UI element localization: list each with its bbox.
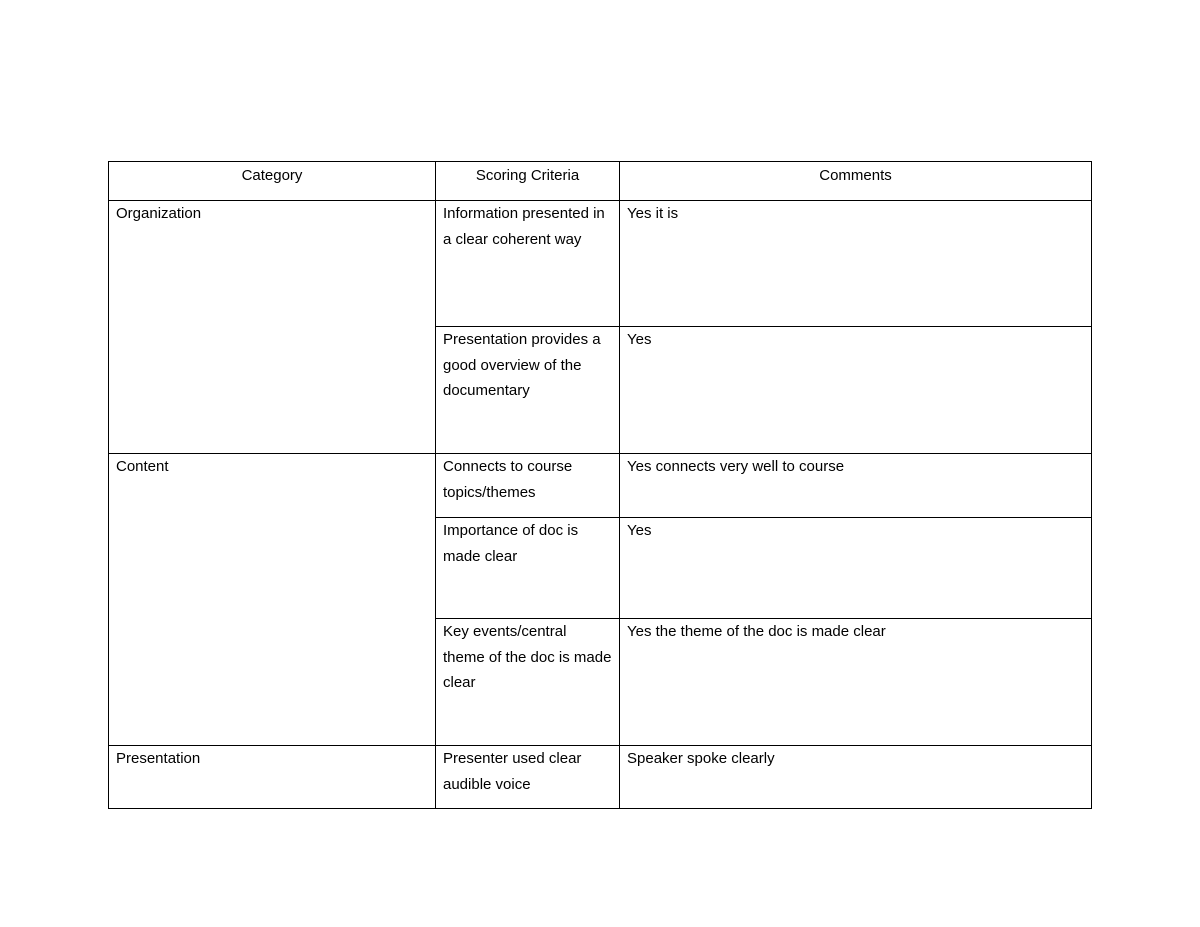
comment-cell: Yes the theme of the doc is made clear (620, 619, 1092, 746)
criteria-cell: Importance of doc is made clear (436, 518, 620, 619)
comment-cell: Yes (620, 327, 1092, 454)
criteria-cell: Key events/central theme of the doc is made clear (436, 619, 620, 746)
header-category: Category (109, 162, 436, 201)
comment-cell: Yes it is (620, 201, 1092, 327)
table-header-row (109, 162, 1092, 201)
header-scoring-criteria: Scoring Criteria (436, 162, 620, 201)
criteria-cell: Presenter used clear audible voice (436, 746, 620, 809)
table-row (109, 201, 1092, 327)
category-cell-presentation: Presentation (109, 746, 436, 809)
table-row (109, 454, 1092, 518)
comment-cell: Yes connects very well to course (620, 454, 1092, 518)
category-cell-content: Content (109, 454, 436, 746)
criteria-cell: Information presented in a clear coherent way (436, 201, 620, 327)
criteria-cell: Presentation provides a good overview of the documentary (436, 327, 620, 454)
criteria-cell: Connects to course topics/themes (436, 454, 620, 518)
scoring-rubric-table (108, 161, 1092, 809)
comment-cell: Speaker spoke clearly (620, 746, 1092, 809)
comment-cell: Yes (620, 518, 1092, 619)
header-comments: Comments (620, 162, 1092, 201)
category-cell-organization: Organization (109, 201, 436, 454)
table-row (109, 746, 1092, 809)
